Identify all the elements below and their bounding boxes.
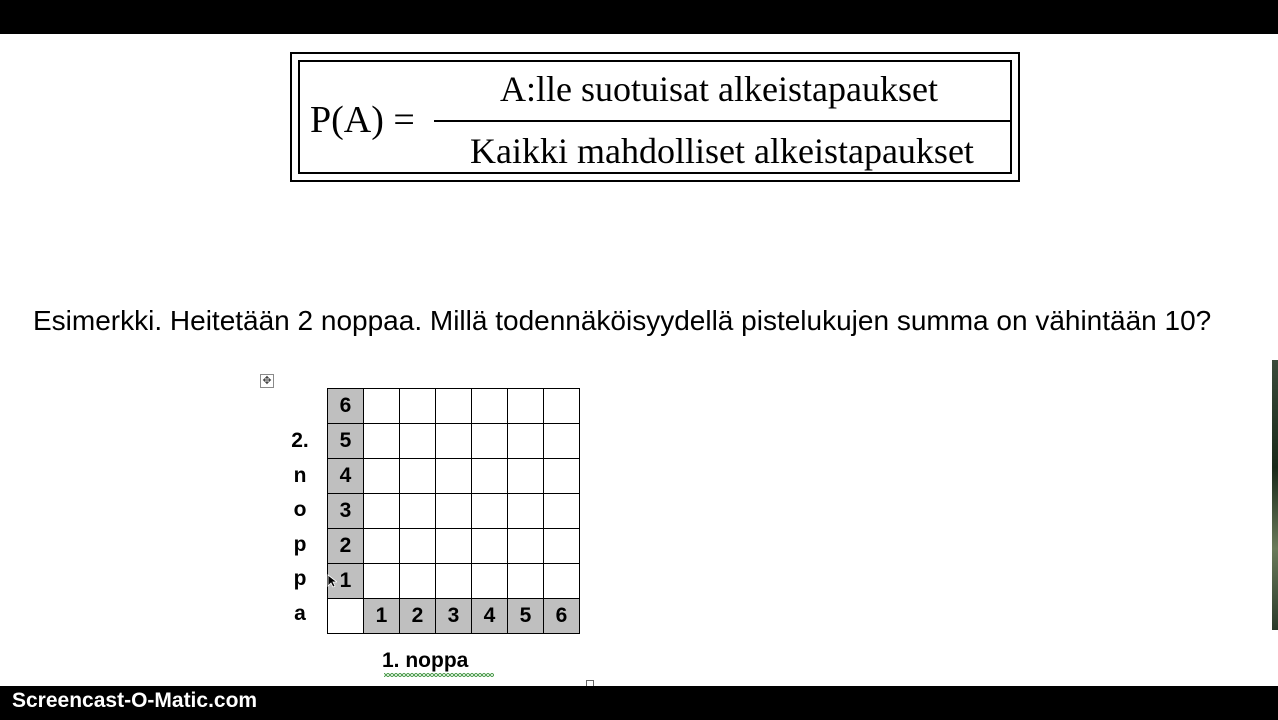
- outcome-cell[interactable]: [472, 564, 508, 599]
- outcome-cell[interactable]: [400, 424, 436, 459]
- outcome-cell[interactable]: [544, 459, 580, 494]
- mouse-pointer-icon: [327, 574, 337, 588]
- probability-formula-box: [290, 52, 1020, 182]
- example-question: Esimerkki. Heitetään 2 noppaa. Millä todennäköisyydellä pistelukujen summa on vähintään 10?: [33, 305, 1212, 336]
- second-die-label-char: o: [293, 498, 307, 521]
- second-die-label-char: a: [294, 601, 306, 625]
- table-move-handle-icon[interactable]: ✥: [260, 374, 274, 388]
- table-row: [328, 564, 580, 599]
- outcome-cell[interactable]: [364, 494, 400, 529]
- second-die-label-char: p: [293, 567, 307, 590]
- second-die-label-char: p: [293, 532, 307, 556]
- outcome-cell[interactable]: [436, 529, 472, 564]
- outcome-cell[interactable]: [436, 389, 472, 424]
- table-row: [328, 494, 580, 529]
- outcome-cell[interactable]: [508, 494, 544, 529]
- outcome-cell[interactable]: [400, 529, 436, 564]
- row-header-cell[interactable]: 5: [328, 424, 364, 459]
- outcome-cell[interactable]: [436, 564, 472, 599]
- outcome-cell[interactable]: [436, 424, 472, 459]
- fraction-bar: [434, 120, 1010, 122]
- outcome-cell[interactable]: [508, 459, 544, 494]
- outcome-cell[interactable]: [544, 564, 580, 599]
- outcome-cell[interactable]: [544, 389, 580, 424]
- column-header-cell[interactable]: 4: [472, 599, 508, 634]
- table-row: [328, 529, 580, 564]
- outcome-cell[interactable]: [472, 529, 508, 564]
- second-die-label-char: n: [293, 463, 307, 487]
- outcome-cell[interactable]: [364, 389, 400, 424]
- row-header-cell[interactable]: 1: [328, 564, 364, 599]
- outcome-cell[interactable]: [472, 459, 508, 494]
- row-header-cell[interactable]: 3: [328, 494, 364, 529]
- column-header-cell[interactable]: 3: [436, 599, 472, 634]
- column-header-cell[interactable]: 1: [364, 599, 400, 634]
- outcome-cell[interactable]: [544, 494, 580, 529]
- outcome-cell[interactable]: [436, 459, 472, 494]
- formula-numerator: A:lle suotuisat alkeistapaukset: [500, 69, 938, 109]
- column-header-cell[interactable]: 6: [544, 599, 580, 634]
- outcome-cell[interactable]: [400, 459, 436, 494]
- outcome-cell[interactable]: [472, 389, 508, 424]
- row-header-cell[interactable]: 2: [328, 529, 364, 564]
- table-row: [328, 459, 580, 494]
- outcome-cell[interactable]: [508, 564, 544, 599]
- outcome-cell[interactable]: [400, 564, 436, 599]
- outcome-cell[interactable]: [400, 389, 436, 424]
- spellcheck-underline: [384, 673, 494, 677]
- outcome-cell[interactable]: [472, 424, 508, 459]
- outcome-cell[interactable]: [364, 424, 400, 459]
- outcome-cell[interactable]: [508, 389, 544, 424]
- outcome-cell[interactable]: [544, 529, 580, 564]
- table-row: [328, 389, 580, 424]
- window-edge-decoration: [1272, 360, 1278, 630]
- row-header-cell[interactable]: 6: [328, 389, 364, 424]
- outcome-cell[interactable]: [508, 424, 544, 459]
- formula-denominator: Kaikki mahdolliset alkeistapaukset: [470, 131, 974, 171]
- table-row: [328, 599, 580, 634]
- outcome-cell[interactable]: [508, 529, 544, 564]
- outcome-cell[interactable]: [364, 564, 400, 599]
- table-row: [328, 424, 580, 459]
- second-die-label: [282, 424, 318, 631]
- outcome-cell[interactable]: [472, 494, 508, 529]
- recorder-watermark: Screencast-O-Matic.com: [12, 689, 258, 712]
- column-header-cell[interactable]: 2: [400, 599, 436, 634]
- row-header-cell[interactable]: 4: [328, 459, 364, 494]
- second-die-label-char: 2.: [291, 429, 309, 452]
- corner-cell[interactable]: [328, 599, 364, 634]
- top-black-bar: [0, 0, 1278, 34]
- outcome-cell[interactable]: [544, 424, 580, 459]
- outcome-cell[interactable]: [400, 494, 436, 529]
- column-header-cell[interactable]: 5: [508, 599, 544, 634]
- outcome-cell[interactable]: [364, 529, 400, 564]
- first-die-label: 1. noppa: [382, 649, 469, 672]
- outcome-cell[interactable]: [364, 459, 400, 494]
- formula-inner-border: [298, 60, 1012, 174]
- dice-outcome-table[interactable]: [327, 388, 580, 634]
- outcome-cell[interactable]: [436, 494, 472, 529]
- formula-lhs: P(A) =: [310, 99, 415, 141]
